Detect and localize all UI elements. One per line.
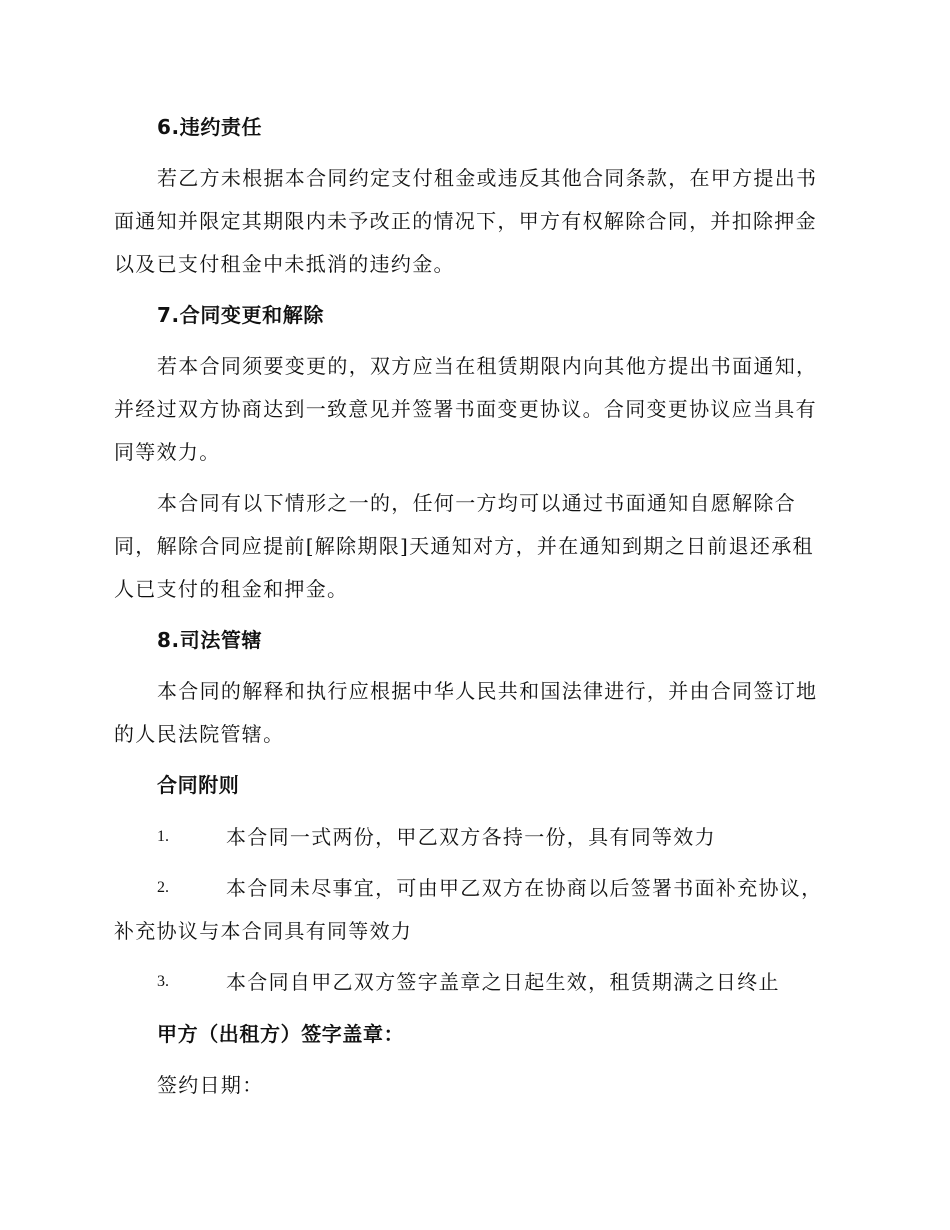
signing-date-label: 签约日期：: [157, 1073, 264, 1097]
appendix-item-number: 3.: [157, 973, 169, 990]
section-8-heading: 8.司法管辖: [157, 628, 263, 652]
section-7-p2-line: 人已支付的租金和押金。: [114, 577, 349, 601]
section-7-p1-line: 并经过双方协商达到一致意见并签署书面变更协议。合同变更协议应当具有: [114, 397, 817, 421]
appendix-item-number: 2.: [157, 879, 169, 896]
section-7-p1-line: 同等效力。: [114, 440, 221, 464]
section-8-text-line: 的人民法院管辖。: [114, 722, 285, 746]
appendix-item-number: 1.: [157, 828, 169, 845]
section-6-text-line: 以及已支付租金中未抵消的违约金。: [114, 252, 455, 276]
appendix-item-text-continued: 补充协议与本合同具有同等效力: [114, 919, 413, 943]
appendix-item-text: 本合同未尽事宜，可由甲乙双方在协商以后签署书面补充协议，: [226, 876, 823, 900]
appendix-item-text: 本合同一式两份，甲乙双方各持一份，具有同等效力: [226, 825, 716, 849]
section-8-text-line: 本合同的解释和执行应根据中华人民共和国法律进行，并由合同签订地: [157, 679, 818, 703]
section-7-p2-line: 本合同有以下情形之一的，任何一方均可以通过书面通知自愿解除合: [157, 491, 796, 515]
section-7-p1-line: 若本合同须要变更的，双方应当在租赁期限内向其他方提出书面通知，: [157, 354, 818, 378]
party-a-signature-label: 甲方（出租方）签字盖章：: [157, 1022, 405, 1046]
section-6-heading: 6.违约责任: [157, 115, 263, 139]
appendix-item-text: 本合同自甲乙双方签字盖章之日起生效，租赁期满之日终止: [226, 970, 780, 994]
section-7-heading: 7.合同变更和解除: [157, 303, 324, 327]
appendix-heading: 合同附则: [157, 773, 240, 797]
section-7-p2-line: 同，解除合同应提前[解除期限]天通知对方，并在通知到期之日前退还承租: [114, 534, 814, 558]
section-6-text-line: 若乙方未根据本合同约定支付租金或违反其他合同条款，在甲方提出书: [157, 166, 818, 190]
section-6-text-line: 面通知并限定其期限内未予改正的情况下，甲方有权解除合同，并扣除押金: [114, 209, 817, 233]
